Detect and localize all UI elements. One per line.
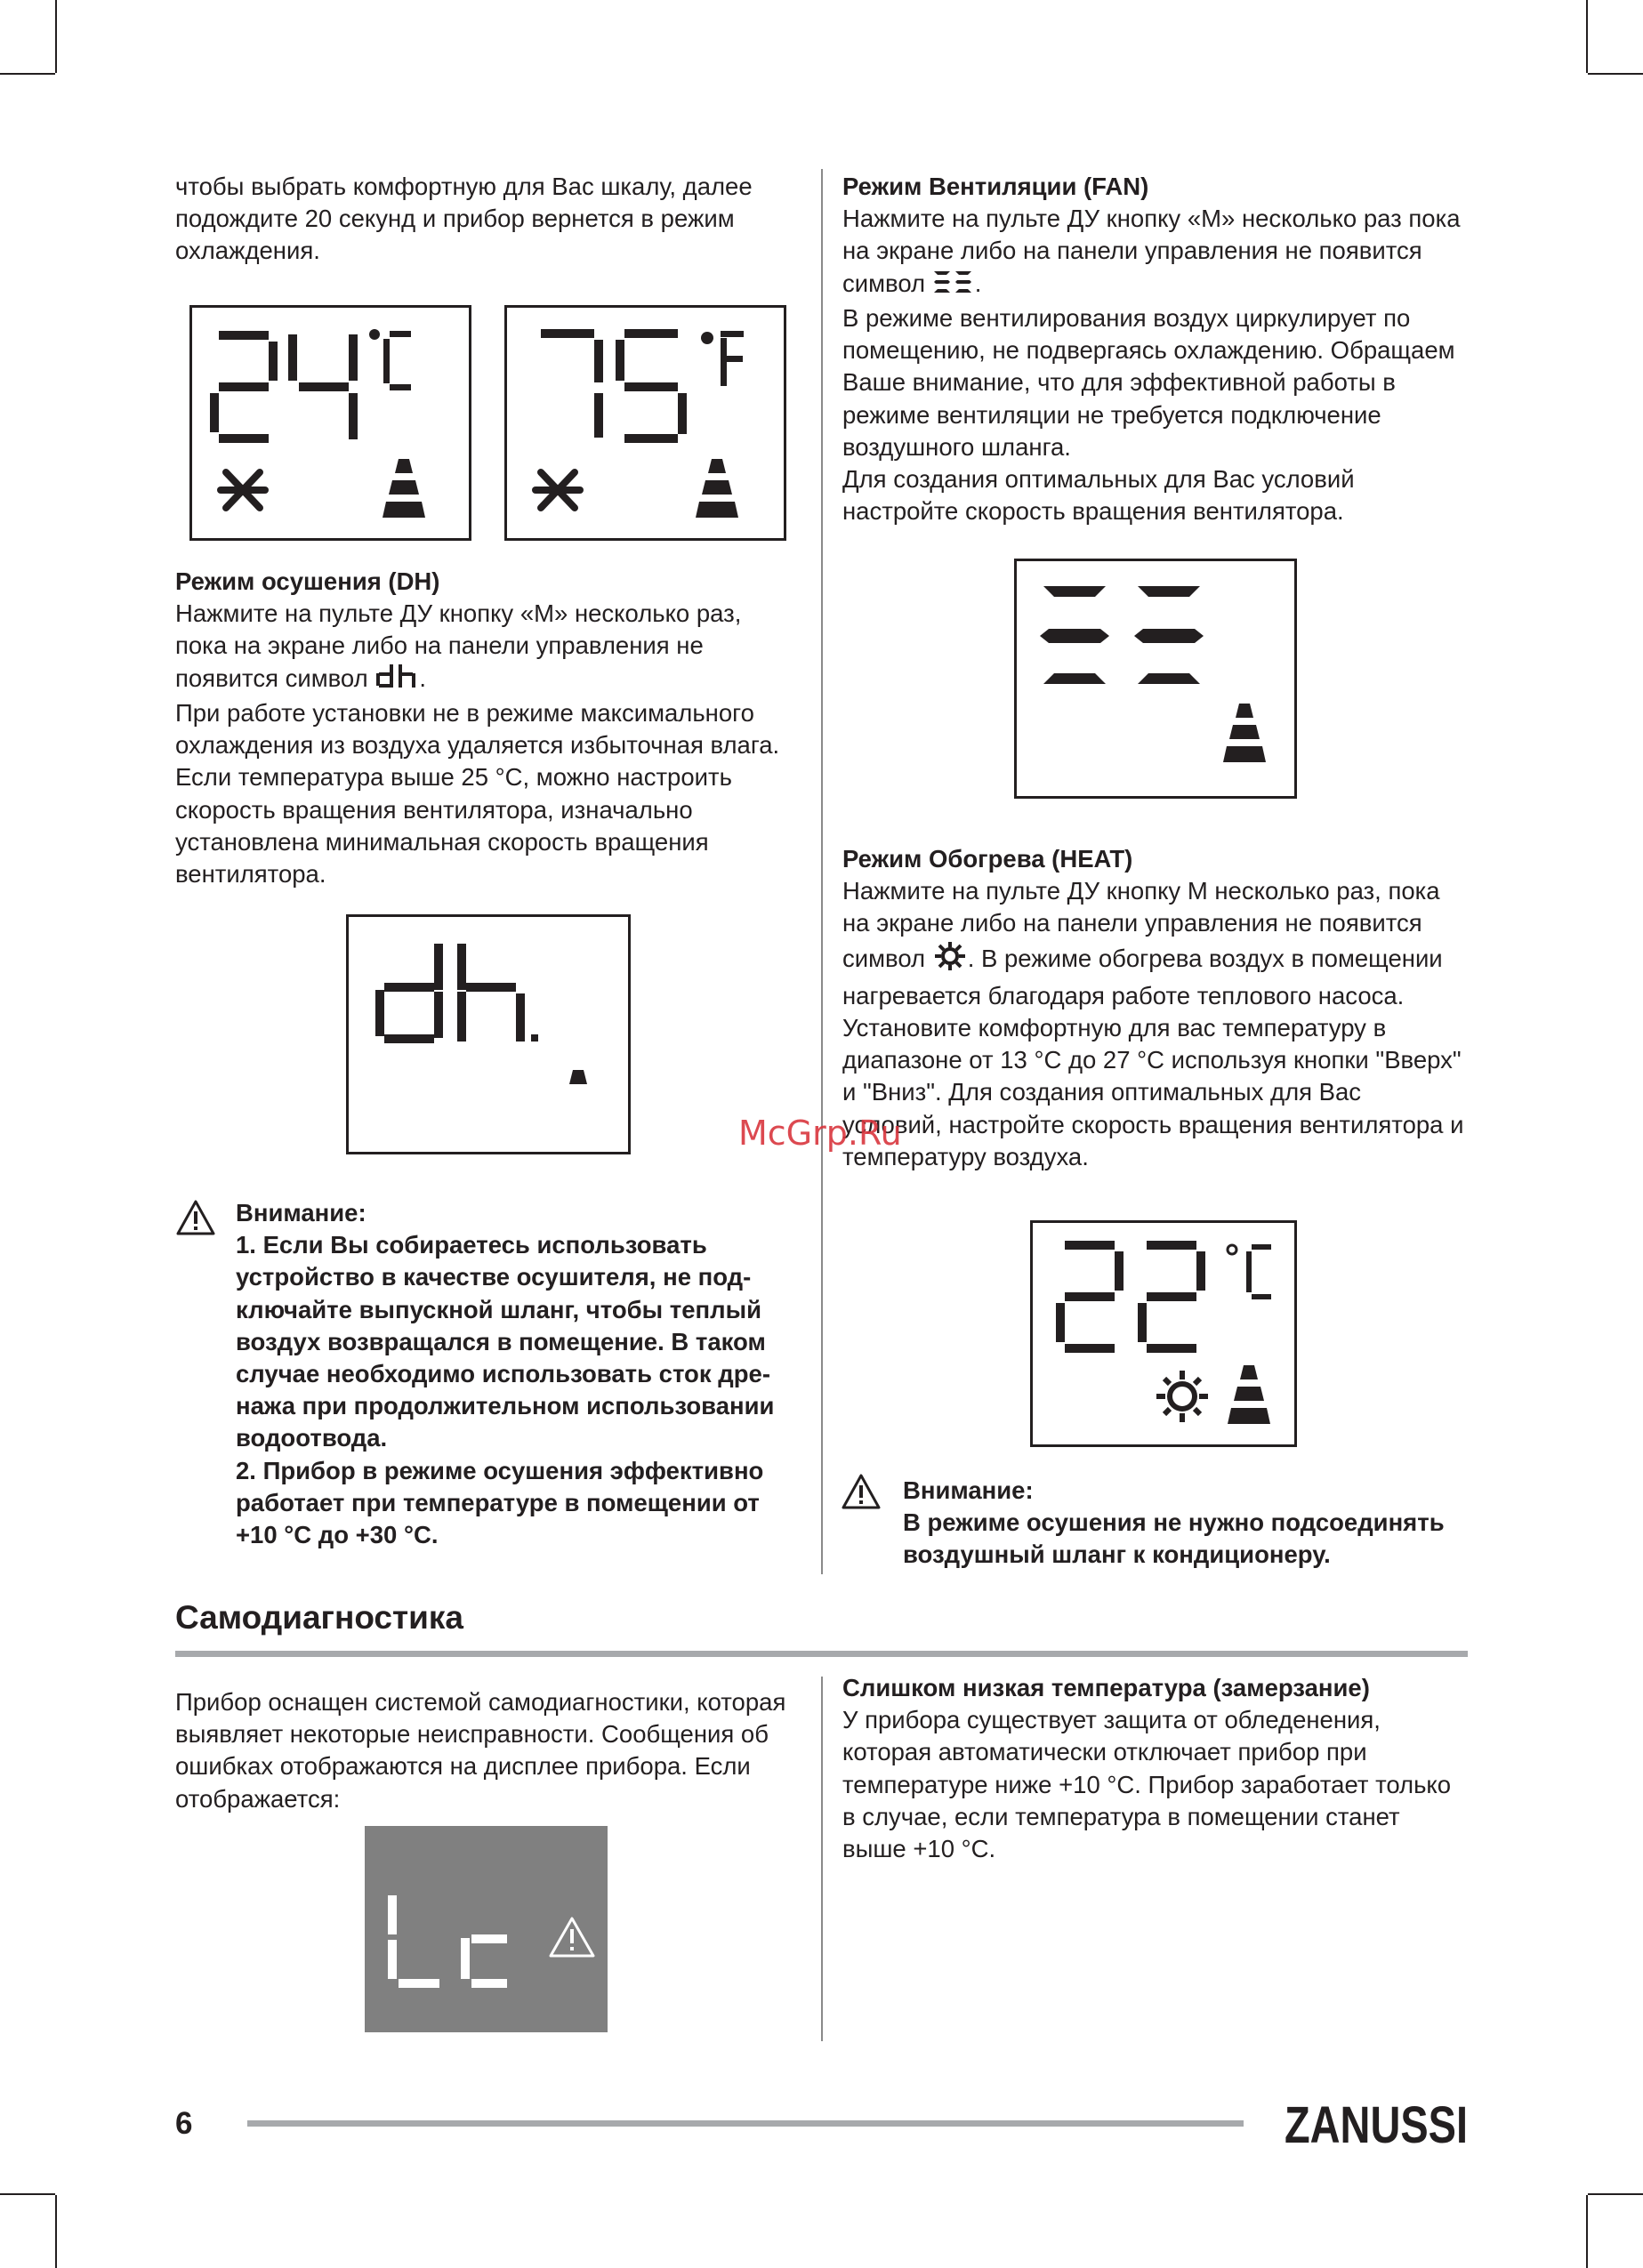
- section-rule: [175, 1651, 1468, 1657]
- column-divider: [821, 1677, 823, 2041]
- fan-section: [842, 171, 1465, 527]
- warning-icon: [841, 1473, 882, 1515]
- heat-section: [842, 843, 1465, 1173]
- fan-speed-icon: [507, 308, 784, 538]
- dh-text-1-end: .: [419, 664, 426, 692]
- page-number: 6: [175, 2106, 193, 2141]
- right-warning: [903, 1475, 1472, 1572]
- watermark: McGrp.Ru: [738, 1114, 902, 1153]
- diagnosis-left-text: Прибор оснащен системой самодиагностики, которая выявляет некоторые неисправности. Сообщения об ошибках отображаются на дисплее прибора. Если отображается:: [175, 1688, 786, 1813]
- fan-speed-icon: [1017, 561, 1294, 796]
- footer-rule: [247, 2120, 1244, 2127]
- sun-icon: [932, 940, 968, 980]
- dh-paragraph-1: [175, 598, 798, 697]
- fan-speed-icon: [1033, 1223, 1294, 1444]
- warning-icon: [551, 1918, 593, 1956]
- dh-heading: Режим осушения (DH): [175, 567, 440, 595]
- display-75f: [504, 305, 786, 541]
- display-dh: [346, 914, 631, 1154]
- crop-mark: [0, 73, 55, 75]
- crop-mark: [0, 2193, 55, 2195]
- left-intro: [175, 171, 798, 268]
- crop-mark: [55, 0, 57, 73]
- crop-mark: [1588, 2193, 1643, 2195]
- diagnosis-left: [175, 1686, 798, 1815]
- crop-mark: [1588, 73, 1643, 75]
- crop-mark: [1586, 2195, 1588, 2268]
- crop-mark: [1586, 0, 1588, 73]
- right-warning-text: В режиме осушения не нужно подсоединять воздушный шланг к кондиционеру.: [903, 1508, 1445, 1569]
- section-title: Самодиагностика: [175, 1599, 463, 1636]
- dh-paragraph-2: При работе установки не в режиме максимального охлаждения из воздуха удаляется избыточная влага. Если температура выше 25 °С, можно настроить скорость вращения вентилятора, изначально установлена минимальная скорость вращения вентилятора.: [175, 698, 780, 888]
- right-warning-title: Внимание:: [903, 1476, 1034, 1504]
- fan-text-1: Нажмите на пульте ДУ кнопку «М» несколько раз пока на экране либо на панели управления не появится символ: [842, 205, 1461, 297]
- dh-symbol-icon: [375, 663, 419, 697]
- display-22c: [1030, 1220, 1297, 1447]
- dh-section: [175, 566, 798, 890]
- heat-text-1: Нажмите на пульте ДУ кнопку М несколько раз, пока на экране либо на панели управления не появится символ: [842, 877, 1440, 972]
- left-warning: [236, 1197, 805, 1551]
- warning-icon: [175, 1199, 216, 1241]
- fan-paragraph-2: В режиме вентилирования воздух циркулирует по помещению, не подвергаясь охлаждению. Обращаем Ваше внимание, что для эффективной работы в режиме вентиляции не требуется подключение воздушного шланга.: [842, 303, 1455, 461]
- column-divider: [821, 169, 823, 1574]
- left-warning-title: Внимание:: [236, 1199, 366, 1226]
- dh-text-1: Нажмите на пульте ДУ кнопку «М» несколько раз, пока на экране либо на панели управления не появится символ: [175, 599, 742, 692]
- fan-heading: Режим Вентиляции (FAN): [842, 173, 1149, 200]
- heat-heading: Режим Обогрева (HEAT): [842, 845, 1133, 873]
- heat-paragraph: [842, 875, 1465, 1173]
- display-error-lt: [365, 1826, 608, 2032]
- heat-text-2: . В режиме обогрева воздух в помещении нагревается благодаря работе теплового насоса. Установите комфортную для вас температуру в диапазоне от 13 °С до 27 °С используя кнопки "Вверх" и "Вниз". Для создания оптимальных для Вас условий, настройте скорость вращения вентилятора и температуру воздуха.: [842, 944, 1464, 1170]
- display-24c: [189, 305, 471, 541]
- zanussi-logo: [1283, 2096, 1470, 2154]
- fan-symbol-icon: [932, 268, 975, 302]
- fan-speed-icon: [192, 308, 469, 538]
- crop-mark: [55, 2195, 57, 2268]
- diagnosis-right-heading: Слишком низкая температура (замерзание): [842, 1674, 1370, 1701]
- intro-paragraph: чтобы выбрать комфортную для Вас шкалу, далее подождите 20 секунд и прибор вернется в режим охлаждения.: [175, 173, 753, 265]
- fan-paragraph-1: [842, 203, 1465, 302]
- diagnosis-right: [842, 1672, 1465, 1865]
- diagnosis-right-text: У прибора существует защита от обледенения, которая автоматически отключает прибор при температуре ниже +10 °С. Прибор заработает только в случае, если температура в помещении станет выше +10 °С.: [842, 1706, 1452, 1863]
- fan-paragraph-3: Для создания оптимальных для Вас условий настройте скорость вращения вентилятора.: [842, 464, 1355, 526]
- fan-text-1-end: .: [974, 269, 982, 297]
- brand-wordmark: ZANUSSI: [1285, 2096, 1468, 2154]
- display-fan: [1014, 559, 1297, 799]
- left-warning-text: 1. Если Вы собираетесь использовать устройство в качестве осушителя, не подключайте выпускной шланг, чтобы теплый воздух возвращался в помещение. В таком случае необходимо использовать сток дренажа при продолжительном использовании водоотвода. 2. Прибор в режиме осушения эффективно работает при температуре в помещении от +10 °С до +30 °С.: [236, 1231, 775, 1549]
